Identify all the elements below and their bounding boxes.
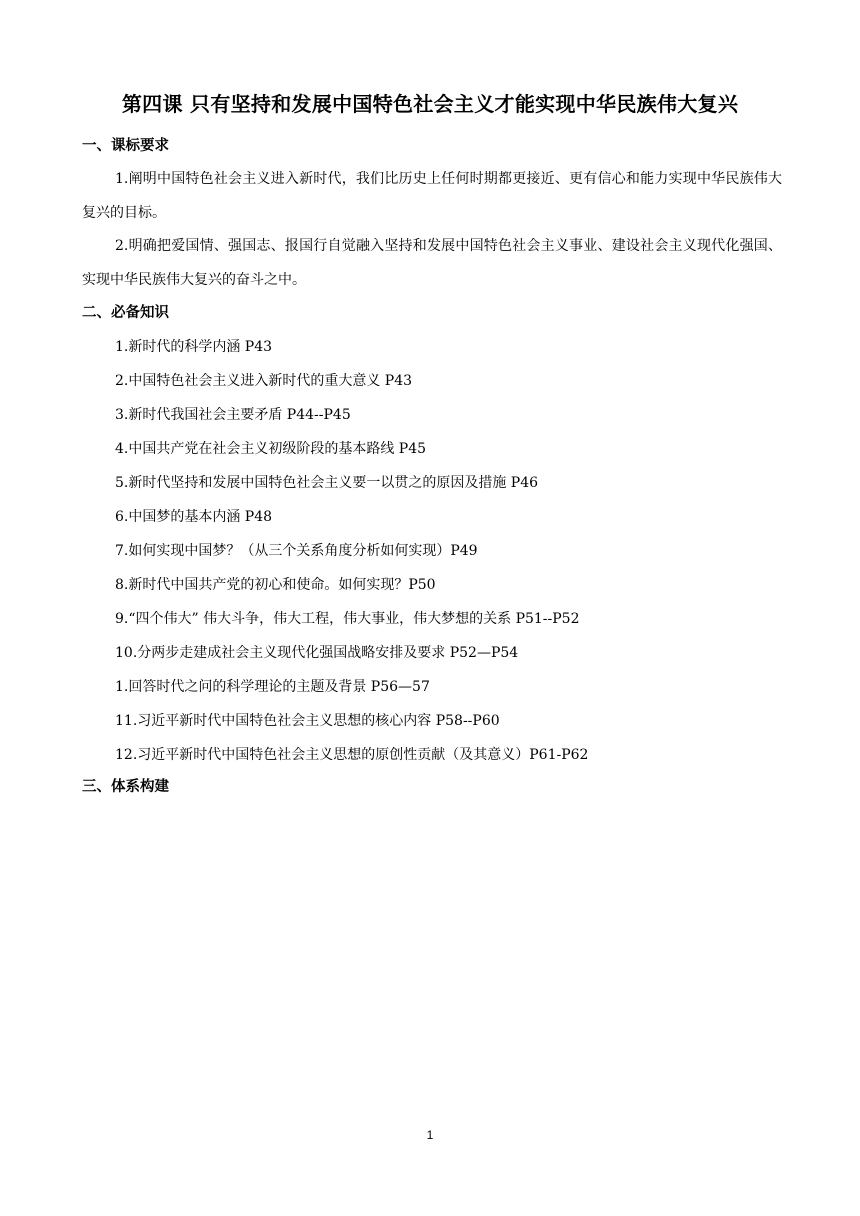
knowledge-item: 1.回答时代之问的科学理论的主题及背景 P56—57 — [115, 679, 430, 695]
knowledge-item: 3.新时代我国社会主要矛盾 P44--P45 — [115, 407, 351, 423]
lesson-title: 第四课 只有坚持和发展中国特色社会主义才能实现中华民族伟大复兴 — [121, 92, 739, 116]
requirement-paragraph-1: 1.阐明中国特色社会主义进入新时代，我们比历史上任何时期都更接近、更有信心和能力实现中华民族伟大复兴的目标。 — [82, 171, 782, 221]
requirement-paragraph-2: 2.明确把爱国情、强国志、报国行自觉融入坚持和发展中国特色社会主义事业、建设社会主义现代化强国、实现中华民族伟大复兴的奋斗之中。 — [82, 238, 782, 288]
knowledge-item: 6.中国梦的基本内涵 P48 — [115, 509, 273, 525]
section-heading-framework: 三、体系构建 — [82, 779, 169, 795]
section-heading-requirements: 一、课标要求 — [82, 138, 169, 154]
knowledge-item: 1.新时代的科学内涵 P43 — [115, 339, 273, 355]
knowledge-item: 9.“四个伟大” 伟大斗争，伟大工程，伟大事业，伟大梦想的关系 P51--P52 — [115, 611, 580, 627]
knowledge-item: 4.中国共产党在社会主义初级阶段的基本路线 P45 — [115, 441, 427, 457]
knowledge-item: 7.如何实现中国梦？（从三个关系角度分析如何实现）P49 — [115, 543, 478, 559]
knowledge-item: 5.新时代坚持和发展中国特色社会主义要一以贯之的原因及措施 P46 — [115, 475, 539, 491]
knowledge-item: 8.新时代中国共产党的初心和使命。如何实现？P50 — [115, 577, 436, 593]
knowledge-item: 12.习近平新时代中国特色社会主义思想的原创性贡献（及其意义）P61-P62 — [115, 747, 589, 763]
knowledge-item: 2.中国特色社会主义进入新时代的重大意义 P43 — [115, 373, 413, 389]
knowledge-item: 11.习近平新时代中国特色社会主义思想的核心内容 P58--P60 — [115, 713, 500, 729]
page-number: 1 — [426, 1128, 434, 1142]
section-heading-knowledge: 二、必备知识 — [82, 305, 169, 321]
knowledge-item: 10.分两步走建成社会主义现代化强国战略安排及要求 P52—P54 — [115, 645, 519, 661]
